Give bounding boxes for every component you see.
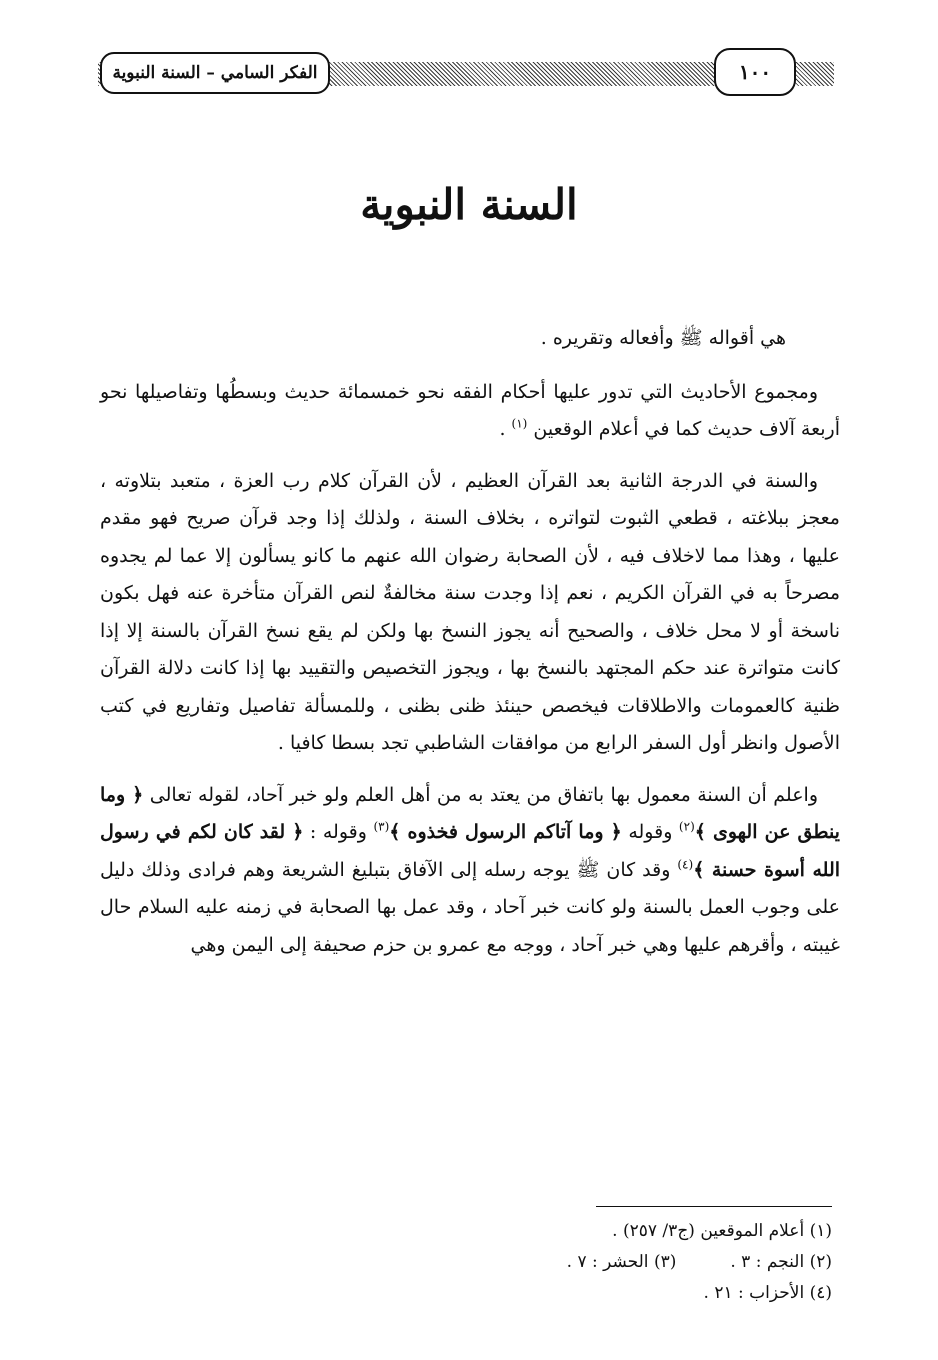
running-title: الفكر السامي – السنة النبوية xyxy=(100,52,330,94)
footnote-divider xyxy=(596,1206,832,1207)
paragraph-hadith-count-end: . xyxy=(499,418,512,440)
paragraph-hadith-count-text: ومجموع الأحاديث التي تدور عليها أحكام الفقه نحو خمسمائة حديث وبسطُها وتفاصيلها نحو أربعة آلاف حديث كما في أعلام الوقعين xyxy=(100,380,840,440)
page-number: ١٠٠ xyxy=(714,48,796,96)
paragraph-hadith-count xyxy=(100,374,840,449)
footnote-ref-3: (٣) xyxy=(373,819,390,834)
footnote-ref-4: (٤) xyxy=(677,857,694,872)
footnote-2: (٢) النجم : ٣ . xyxy=(730,1252,832,1272)
p4-text-4: وقد كان ﷺ يوجه رسله إلى الآفاق بتبليغ الشريعة وهم فرادى وذلك دليل على وجوب العمل بالسنة ولو كانت خبر آحاد ، وقد عمل بها الصحابة في زمنه عليه السلام حال غيبته ، وأقرهم عليها وهي خبر آحاد ، ووجه مع عمرو بن حزم صحيفة إلى اليمن وهي xyxy=(100,858,840,956)
paragraph-definition: هي أقواله ﷺ وأفعاله وتقريره . xyxy=(540,327,786,349)
footnote-4: (٤) الأحزاب : ٢١ . xyxy=(703,1283,832,1303)
verse-3: ﴿ لقد كان لكم في رسول الله أسوة حسنة ﴾ xyxy=(100,821,841,881)
verse-2: ﴿ وما آتاكم الرسول فخذوه ﴾ xyxy=(389,821,622,843)
p4-text-1: واعلم أن السنة معمول بها باتفاق من يعتد به من أهل العلم ولو خبر آحاد، لقوله تعالى xyxy=(149,783,818,806)
chapter-title: السنة النبوية xyxy=(360,180,578,229)
running-header xyxy=(98,44,834,106)
footnote-1: (١) أعلام الموقعين (ج٣/ ٢٥٧) . xyxy=(612,1221,832,1241)
verse-1: ﴿ وما ينطق عن الهوى ﴾ xyxy=(100,783,840,843)
footnote-row-2-3 xyxy=(300,1247,832,1278)
footnote-ref-1: (١) xyxy=(511,416,528,431)
footnote-3: (٣) الحشر : ٧ . xyxy=(566,1252,677,1272)
p4-text-3: وقوله : xyxy=(309,821,367,843)
paragraph-acting-on-sunnah xyxy=(100,777,840,965)
footnotes xyxy=(300,1216,832,1309)
main-text xyxy=(100,320,840,964)
footnote-ref-2: (٢) xyxy=(678,819,695,834)
p4-text-2: وقوله xyxy=(628,821,673,843)
paragraph-rank-of-sunnah: والسنة في الدرجة الثانية بعد القرآن العظيم ، لأن القرآن كلام رب العزة ، متعبد بتلاوته ، معجز ببلاغته ، قطعي الثبوت لتواتره ، بخلاف السنة ، ولذلك إذا وجد قرآن صريح فهو مقدم عليها ، وهذا مما لاخلاف فيه ، لأن الصحابة رضوان الله عنهم ما كانو يسألون إلا عما لم يجدوه مصرحاً به في القرآن الكريم ، نعم إذا وجدت سنة مخالفةٌ لنص القرآن متأخرة عنه فهل بكون ناسخة أو لا محل خلاف ، والصحيح أنه يجوز النسخ بها ولكن لم يقع نسخ القرآن بالسنة إلا إذا كانت متواترة عند حكم المجتهد بالنسخ بها ، ويجوز التخصيص والتقييد بها إذا كانت دلالة القرآن ظنية كالعمومات والاطلاقات فيخصص حينئذ ظنى بظنى ، وللمسألة تفاصيل وتفاريع في كتب الأصول وانظر أول السفر الرابع من موافقات الشاطبي تجد بسطا كافيا . xyxy=(100,469,840,754)
